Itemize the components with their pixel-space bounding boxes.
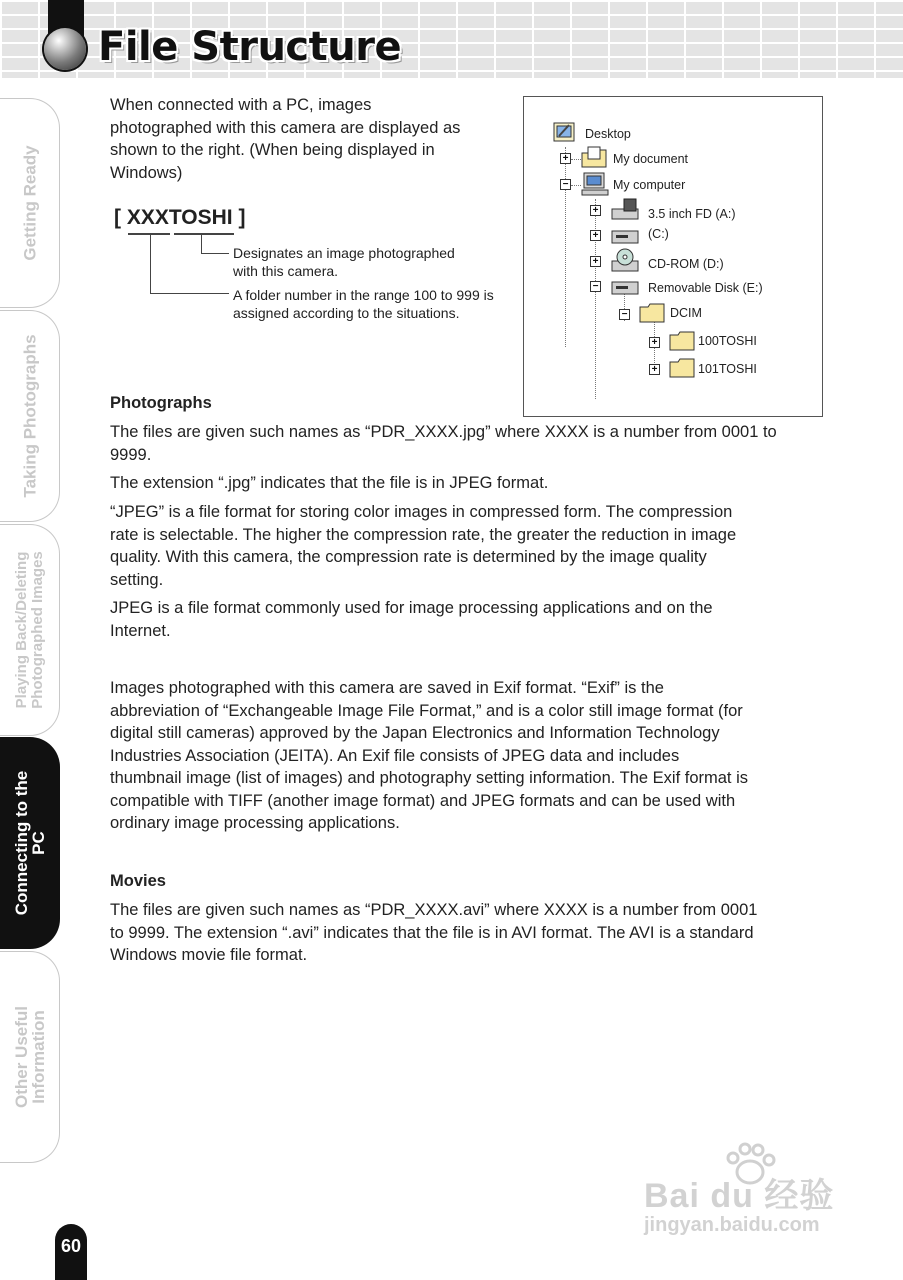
sphere-icon bbox=[44, 28, 86, 70]
text-line: shown to the right. (When being displayed in bbox=[110, 141, 435, 159]
folder-document-icon bbox=[580, 145, 610, 169]
tree-node-c-drive[interactable]: (C:) bbox=[648, 227, 669, 241]
text-line: Windows) bbox=[110, 163, 183, 182]
expand-icon[interactable]: + bbox=[590, 230, 601, 241]
text-line: When connected with a PC, images bbox=[110, 96, 372, 114]
text-line: The files are given such names as “PDR_XXXX.avi” where XXXX is a number from 0001 bbox=[110, 901, 758, 919]
text-line: A folder number in the range 100 to 999 is bbox=[233, 287, 494, 303]
leader-line bbox=[201, 234, 202, 254]
tab-getting-ready[interactable] bbox=[0, 98, 60, 308]
text-line: Images photographed with this camera are saved in Exif format. “Exif” is the bbox=[110, 679, 664, 697]
tree-node-my-document[interactable]: My document bbox=[613, 152, 689, 166]
hard-drive-icon bbox=[610, 225, 640, 247]
tab-taking-photographs[interactable] bbox=[0, 310, 60, 522]
tree-node-desktop[interactable]: Desktop bbox=[585, 127, 631, 141]
watermark-brand: Bai du 经验 bbox=[644, 1177, 835, 1215]
cd-rom-icon bbox=[610, 247, 640, 275]
folder-icon bbox=[668, 357, 696, 379]
text-line: with this camera. bbox=[233, 263, 339, 279]
tree-node-floppy[interactable]: 3.5 inch FD (A:) bbox=[648, 207, 736, 221]
expand-icon[interactable]: + bbox=[590, 205, 601, 216]
text-line: to 9999. The extension “.avi” indicates that the file is in AVI format. The AVI is a standard bbox=[110, 923, 754, 942]
text-line: rate is selectable. The higher the compression rate, the greater the reduction in image bbox=[110, 525, 737, 544]
expand-icon[interactable]: + bbox=[560, 153, 571, 164]
text-line: quality. With this camera, the compression rate is determined by the image quality bbox=[110, 548, 707, 566]
folder-name-code: [ XXXTOSHI ] bbox=[114, 206, 246, 229]
tree-node-dcim[interactable]: DCIM bbox=[670, 306, 702, 320]
tab-label: Taking Photographs bbox=[20, 334, 39, 498]
photographs-paragraph bbox=[110, 597, 713, 642]
photographs-paragraph bbox=[110, 501, 736, 591]
tab-label bbox=[13, 771, 47, 915]
text-line: photographed with this camera are displayed as bbox=[110, 118, 461, 137]
tree-node-my-computer[interactable]: My computer bbox=[613, 178, 686, 192]
collapse-icon[interactable]: − bbox=[560, 179, 571, 190]
text-line: digital still cameras) approved by the Japan Electronics and Information Technology bbox=[110, 724, 720, 742]
movies-paragraph bbox=[110, 899, 757, 967]
underline-toshi bbox=[174, 233, 234, 235]
tab-label-line-1: Playing Back/Deleting bbox=[12, 551, 30, 709]
text-line: thumbnail image (list of images) and photography setting information. The Exif format is bbox=[110, 769, 749, 787]
expand-icon[interactable]: + bbox=[590, 256, 601, 267]
tree-node-101toshi[interactable]: 101TOSHI bbox=[698, 362, 757, 376]
text-line: Designates an image photographed bbox=[233, 245, 455, 261]
text-line: The extension “.jpg” indicates that the file is in JPEG format. bbox=[110, 474, 549, 492]
tab-label-line-2: PC bbox=[28, 831, 48, 855]
tab-label: Getting Ready bbox=[20, 145, 39, 261]
tab-label bbox=[13, 1006, 47, 1108]
photographs-heading: Photographs bbox=[110, 394, 212, 412]
tab-label-line-2: Information bbox=[28, 1010, 48, 1104]
tree-guide-line bbox=[595, 199, 596, 399]
watermark-url: jingyan.baidu.com bbox=[644, 1214, 820, 1236]
text-line: compatible with TIFF (another image format) and JPEG formats and can be used with bbox=[110, 791, 736, 810]
removable-disk-icon bbox=[610, 277, 640, 299]
computer-icon bbox=[580, 171, 610, 197]
tab-other-useful-information[interactable] bbox=[0, 951, 60, 1163]
tab-connecting-to-pc[interactable] bbox=[0, 737, 60, 949]
expand-icon[interactable]: + bbox=[649, 337, 660, 348]
text-line: assigned according to the situations. bbox=[233, 305, 460, 321]
tree-guide-line bbox=[565, 147, 566, 347]
underline-xxx bbox=[128, 233, 170, 235]
tab-label bbox=[14, 551, 46, 709]
folder-code-note-number bbox=[233, 286, 494, 322]
tab-label-line-1: Other Useful bbox=[11, 1005, 31, 1109]
tab-label-line-1: Connecting to the bbox=[11, 770, 31, 916]
photographs-paragraph bbox=[110, 421, 777, 466]
page-number: 60 bbox=[55, 1224, 87, 1280]
text-line: “JPEG” is a file format for storing color images in compressed form. The compression bbox=[110, 503, 733, 521]
exif-paragraph bbox=[110, 677, 748, 835]
folder-code-note-toshi bbox=[233, 244, 455, 280]
floppy-drive-icon bbox=[610, 197, 640, 223]
collapse-icon[interactable]: − bbox=[619, 309, 630, 320]
tree-node-100toshi[interactable]: 100TOSHI bbox=[698, 334, 757, 348]
tab-label-line-2: Photographed Images bbox=[28, 551, 46, 709]
text-line: Industries Association (JEITA). An Exif file consists of JPEG data and includes bbox=[110, 746, 680, 765]
explorer-tree bbox=[523, 96, 823, 417]
page-title: File Structure bbox=[98, 24, 402, 70]
leader-line bbox=[201, 253, 229, 254]
movies-heading: Movies bbox=[110, 872, 166, 890]
tab-playing-back-deleting[interactable] bbox=[0, 524, 60, 736]
text-line: The files are given such names as “PDR_XXXX.jpg” where XXXX is a number from 0001 to bbox=[110, 423, 777, 441]
leader-line bbox=[150, 293, 229, 294]
folder-icon bbox=[638, 302, 666, 324]
desktop-icon bbox=[551, 119, 579, 145]
tree-node-removable-disk[interactable]: Removable Disk (E:) bbox=[648, 281, 763, 295]
tree-node-cd-rom[interactable]: CD-ROM (D:) bbox=[648, 257, 724, 271]
collapse-icon[interactable]: − bbox=[590, 281, 601, 292]
text-line: abbreviation of “Exchangeable Image File Format,” and is a color still image format (for bbox=[110, 701, 743, 720]
text-line: Windows movie file format. bbox=[110, 946, 308, 964]
text-line: ordinary image processing applications. bbox=[110, 814, 400, 832]
text-line: JPEG is a file format commonly used for image processing applications and on the bbox=[110, 599, 713, 617]
expand-icon[interactable]: + bbox=[649, 364, 660, 375]
leader-line bbox=[150, 234, 151, 294]
folder-icon bbox=[668, 330, 696, 352]
text-line: 9999. bbox=[110, 445, 152, 464]
photographs-paragraph bbox=[110, 472, 548, 495]
intro-paragraph bbox=[110, 94, 460, 184]
text-line: Internet. bbox=[110, 621, 171, 640]
text-line: setting. bbox=[110, 570, 164, 589]
